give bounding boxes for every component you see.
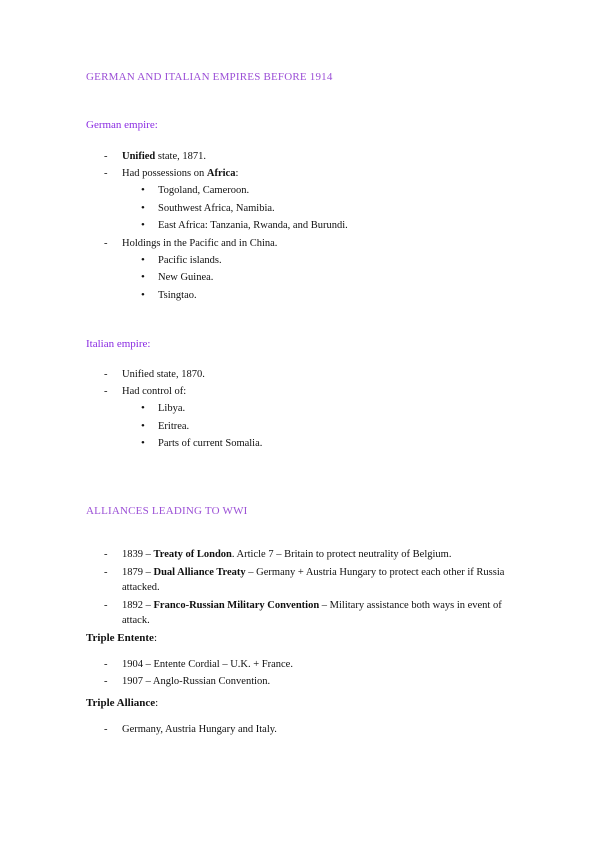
alliance-members-list (104, 721, 524, 738)
italian-empire-list (104, 366, 524, 453)
list-item: - 1904 – Entente Cordial – U.K. + France. (104, 656, 524, 673)
list-item: • Togoland, Cameroon. (122, 182, 524, 200)
list-item: - Had control of: • Libya. • Eritrea. • Parts of current Somalia. (104, 383, 524, 453)
german-empire-list (104, 148, 524, 304)
list-item: - Unified state, 1870. (104, 366, 524, 383)
list-item: - 1879 – Dual Alliance Treaty – Germany + Austria Hungary to protect each other if Russia attacked. (104, 565, 514, 595)
german-empire-heading: German empire: (86, 119, 158, 131)
section-title-empires: GERMAN AND ITALIAN EMPIRES BEFORE 1914 (86, 71, 333, 83)
alliances-list (104, 546, 514, 628)
list-item: • Pacific islands. (122, 252, 524, 270)
entente-list (104, 656, 524, 690)
pacific-sublist (122, 252, 524, 305)
triple-alliance-heading: Triple Alliance: (86, 697, 159, 709)
list-item: - Holdings in the Pacific and in China. • Pacific islands. • New Guinea. • Tsingtao. (104, 235, 524, 305)
section-title-alliances: ALLIANCES LEADING TO WWI (86, 505, 248, 517)
list-item: - Germany, Austria Hungary and Italy. (104, 721, 524, 738)
list-item: • Southwest Africa, Namibia. (122, 200, 524, 218)
control-sublist (122, 400, 524, 453)
africa-sublist (122, 182, 524, 235)
list-item: - 1839 – Treaty of London. Article 7 – Britain to protect neutrality of Belgium. (104, 546, 514, 563)
list-item: • Libya. (122, 400, 524, 418)
list-item: • Parts of current Somalia. (122, 435, 524, 453)
list-item: - Had possessions on Africa: • Togoland, Cameroon. • Southwest Africa, Namibia. • East Africa: Tanzania, Rwanda, and Burundi. (104, 165, 524, 235)
list-item: - 1907 – Anglo-Russian Convention. (104, 673, 524, 690)
triple-entente-heading: Triple Entente: (86, 632, 157, 644)
italian-empire-heading: Italian empire: (86, 338, 151, 350)
list-item: • New Guinea. (122, 269, 524, 287)
list-item: - 1892 – Franco-Russian Military Convention – Military assistance both ways in event of attack. (104, 598, 514, 628)
list-item: - Unified state, 1871. (104, 148, 524, 165)
list-item: • Tsingtao. (122, 287, 524, 305)
list-item: • Eritrea. (122, 418, 524, 436)
list-item: • East Africa: Tanzania, Rwanda, and Burundi. (122, 217, 524, 235)
